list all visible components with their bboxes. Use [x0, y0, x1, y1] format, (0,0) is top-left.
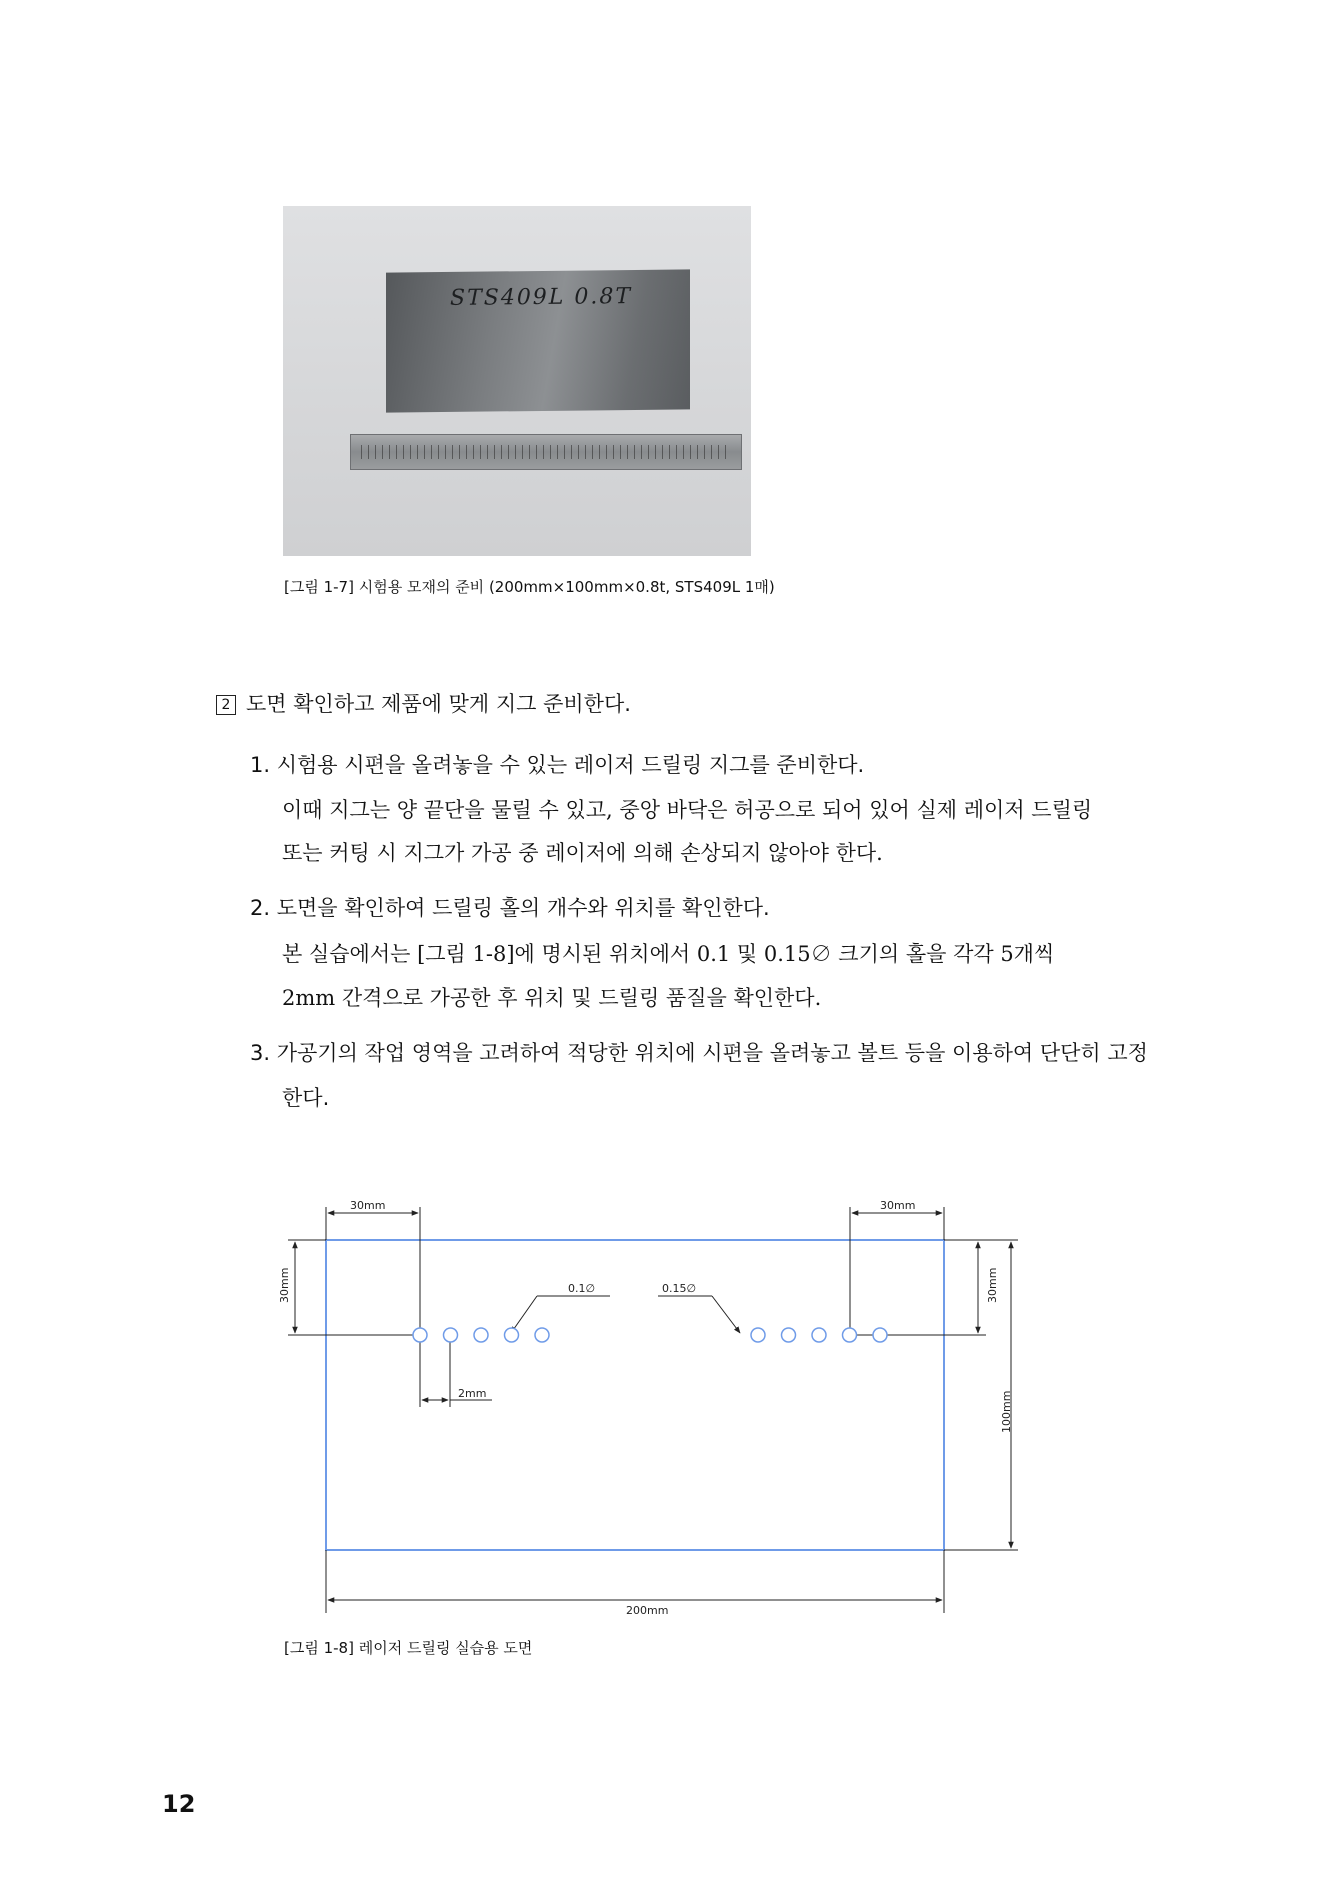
steel-ruler	[350, 434, 742, 470]
item-2-title: 2. 도면을 확인하여 드릴링 홀의 개수와 위치를 확인한다.	[250, 896, 770, 920]
dim-bottom-width	[326, 1550, 944, 1617]
item-2-line-2: 2mm 간격으로 가공한 후 위치 및 드릴링 품질을 확인한다.	[282, 986, 822, 1010]
dim-top-left-label: 30mm	[350, 1199, 386, 1212]
step-2-text: 도면 확인하고 제품에 맞게 지그 준비한다.	[246, 692, 631, 716]
step-2-heading	[216, 689, 631, 719]
hole-0.1	[474, 1328, 488, 1342]
hole-0.1	[413, 1328, 427, 1342]
plate-marking: STS409L 0.8T	[450, 284, 633, 311]
hole-0.15	[873, 1328, 887, 1342]
small-hole-label: 0.1∅	[568, 1282, 596, 1295]
large-hole-label: 0.15∅	[662, 1282, 697, 1295]
hole-0.15	[782, 1328, 796, 1342]
steel-plate	[386, 269, 690, 412]
dim-right-height-label: 100mm	[1000, 1390, 1013, 1433]
step-number-box: 2	[216, 695, 236, 715]
dim-spacing-label: 2mm	[458, 1387, 487, 1400]
material-photo	[283, 206, 751, 556]
leader-large-hole	[658, 1282, 740, 1333]
dim-spacing	[420, 1335, 492, 1407]
hole-0.1	[535, 1328, 549, 1342]
ruler-ticks	[361, 445, 731, 459]
drilling-drawing	[270, 1195, 1030, 1625]
dim-right-small-label: 30mm	[986, 1267, 999, 1303]
figure-1-7-caption: [그림 1-7] 시험용 모재의 준비 (200mm×100mm×0.8t, STS409L 1매)	[284, 578, 775, 596]
dim-left-label: 30mm	[278, 1267, 291, 1303]
hole-group-0.1	[413, 1328, 549, 1342]
item-3-line-2: 한다.	[282, 1086, 330, 1110]
hole-0.15	[843, 1328, 857, 1342]
figure-1-8-caption: [그림 1-8] 레이저 드릴링 실습용 도면	[284, 1639, 533, 1657]
item-3-line-1: 3. 가공기의 작업 영역을 고려하여 적당한 위치에 시편을 올려놓고 볼트 등을 이용하여 단단히 고정	[250, 1041, 1148, 1065]
dim-top-right-label: 30mm	[880, 1199, 916, 1212]
dim-top-right	[850, 1199, 944, 1335]
item-1-title: 1. 시험용 시편을 올려놓을 수 있는 레이저 드릴링 지그를 준비한다.	[250, 753, 865, 777]
hole-0.1	[444, 1328, 458, 1342]
page-number: 12	[162, 1790, 196, 1818]
dim-right-height	[944, 1240, 1018, 1550]
dim-right-small	[852, 1240, 999, 1335]
hole-0.15	[751, 1328, 765, 1342]
dim-top-left	[326, 1199, 420, 1335]
hole-0.1	[505, 1328, 519, 1342]
item-2-line-1: 본 실습에서는 [그림 1-8]에 명시된 위치에서 0.1 및 0.15∅ 크기의 홀을 각각 5개씩	[282, 942, 1055, 966]
hole-0.15	[812, 1328, 826, 1342]
dim-bottom-width-label: 200mm	[626, 1604, 669, 1617]
plate-outline	[326, 1240, 944, 1550]
item-1-line-1: 이때 지그는 양 끝단을 물릴 수 있고, 중앙 바닥은 허공으로 되어 있어 실제 레이저 드릴링	[282, 798, 1093, 822]
dim-left	[278, 1240, 418, 1335]
item-1-line-2: 또는 커팅 시 지그가 가공 중 레이저에 의해 손상되지 않아야 한다.	[282, 841, 883, 865]
leader-small-hole	[511, 1282, 610, 1333]
